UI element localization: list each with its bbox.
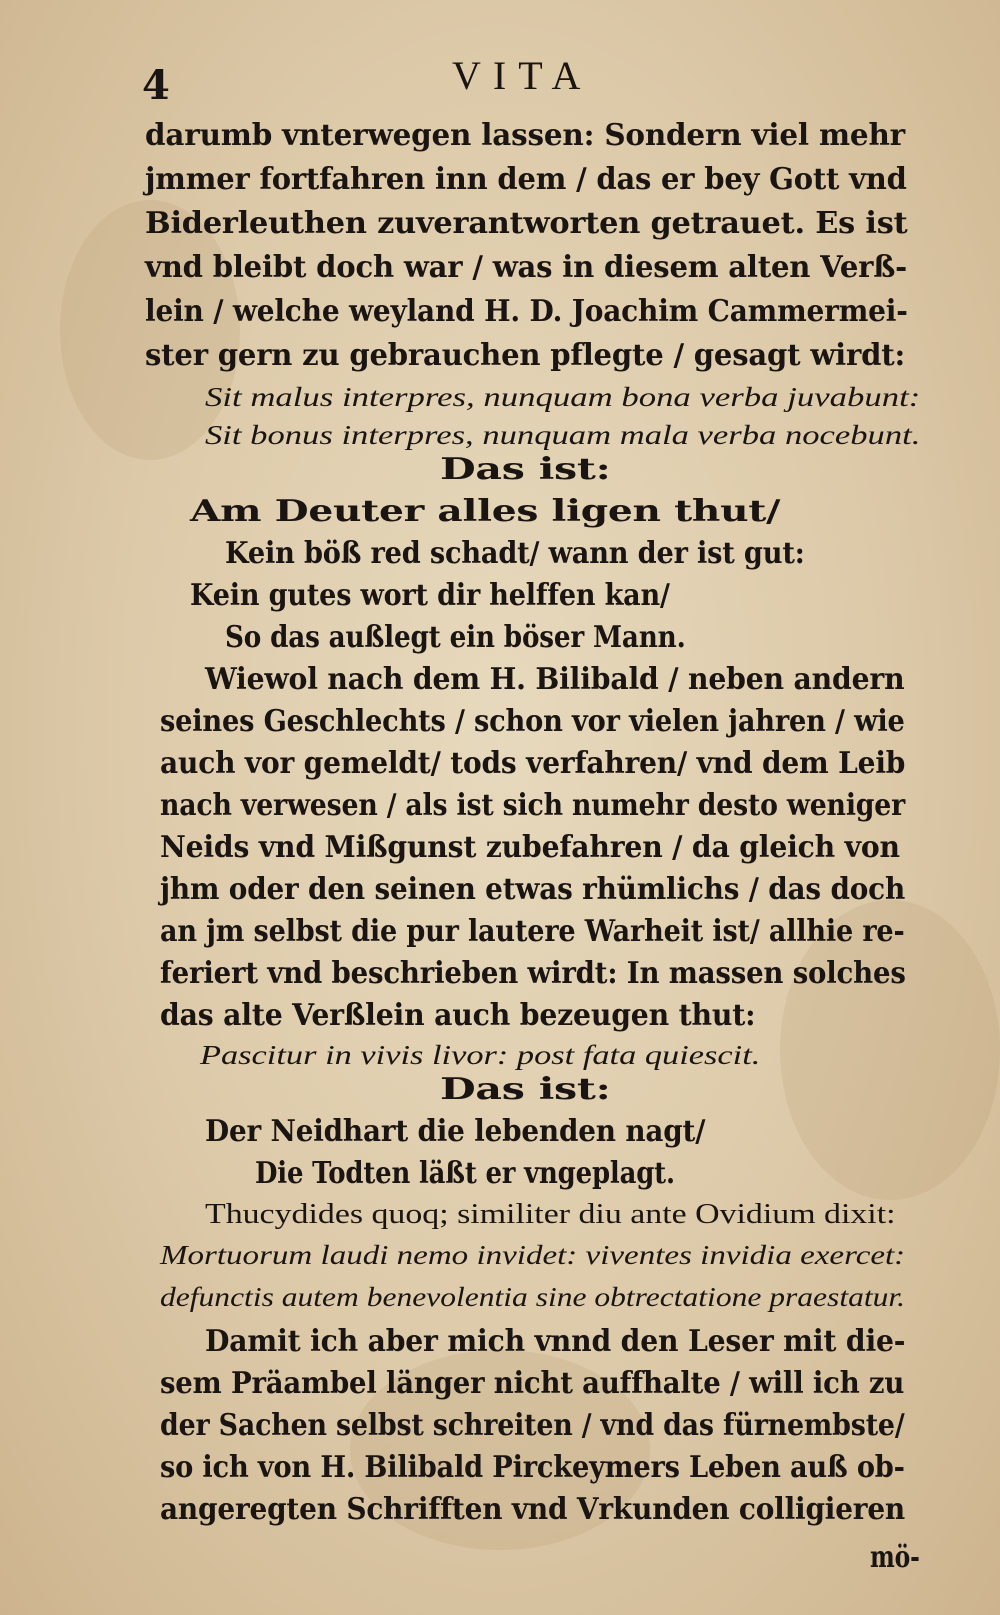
text-line: Kein böß red schadt/ wann der ist gut:: [225, 536, 805, 571]
text-line: Wiewol nach dem H. Bilibald / neben andern: [205, 662, 905, 697]
text-line: Sit bonus interpres, nunquam mala verba nocebunt.: [205, 420, 921, 450]
text-line: sem Präambel länger nicht auffhalte / will ich zu: [160, 1366, 905, 1401]
text-line: So das außlegt ein böser Mann.: [225, 620, 686, 655]
text-line: Sit malus interpres, nunquam bona verba juvabunt:: [205, 382, 921, 412]
text-line: lein / welche weyland H. D. Joachim Cammermei-: [145, 294, 908, 329]
text-line: angeregten Schrifften vnd Vrkunden colligieren: [160, 1492, 906, 1527]
text-line: Pascitur in vivis livor: post fata quiescit.: [200, 1040, 761, 1070]
text-line: feriert vnd beschrieben wirdt: In massen solches: [160, 956, 906, 991]
text-line: jmmer fortfahren inn dem / das er bey Gott vnd: [145, 162, 907, 197]
text-line: vnd bleibt doch war / was in diesem alten Verß-: [145, 250, 908, 285]
text-line: der Sachen selbst schreiten / vnd das fürnembste/: [160, 1408, 905, 1443]
running-title: VITA: [452, 53, 593, 98]
text-line: das alte Verßlein auch bezeugen thut:: [160, 998, 756, 1033]
text-line: so ich von H. Bilibald Pirckeymers Leben auß ob-: [160, 1450, 905, 1485]
text-line: Mortuorum laudi nemo invidet: viventes invidia exercet:: [160, 1240, 906, 1270]
text-line: darumb vnterwegen lassen: Sondern viel mehr: [145, 118, 905, 153]
text-line: seines Geschlechts / schon vor vielen jahren / wie: [160, 704, 905, 739]
text-line: Thucydides quoq; similiter diu ante Ovidium dixit:: [205, 1198, 896, 1230]
text-line: defunctis autem benevolentia sine obtrectatione praestatur.: [160, 1282, 906, 1312]
text-line: auch vor gemeldt/ tods verfahren/ vnd dem Leib: [160, 746, 906, 781]
text-line: nach verwesen / als ist sich numehr desto weniger: [160, 788, 906, 823]
text-line: ster gern zu gebrauchen pflegte / gesagt wirdt:: [145, 338, 906, 373]
text-line: Die Todten läßt er vngeplagt.: [255, 1156, 675, 1191]
text-line: Am Deuter alles ligen thut/: [190, 494, 781, 529]
text-line: Damit ich aber mich vnnd den Leser mit die-: [205, 1324, 906, 1359]
text-line: Das ist:: [440, 452, 611, 487]
page-number: 4: [142, 62, 170, 109]
text-line: Biderleuthen zuverantworten getrauet. Es ist: [145, 206, 908, 241]
text-line: Der Neidhart die lebenden nagt/: [205, 1114, 706, 1149]
text-line: mö-: [870, 1540, 920, 1575]
text-line: Das ist:: [440, 1072, 611, 1107]
text-line: Neids vnd Mißgunst zubefahren / da gleich von: [160, 830, 900, 865]
text-line: an jm selbst die pur lautere Warheit ist/ allhie re-: [160, 914, 905, 949]
text-line: Kein gutes wort dir helffen kan/: [190, 578, 670, 613]
text-line: jhm oder den seinen etwas rhümlichs / das doch: [160, 872, 906, 907]
